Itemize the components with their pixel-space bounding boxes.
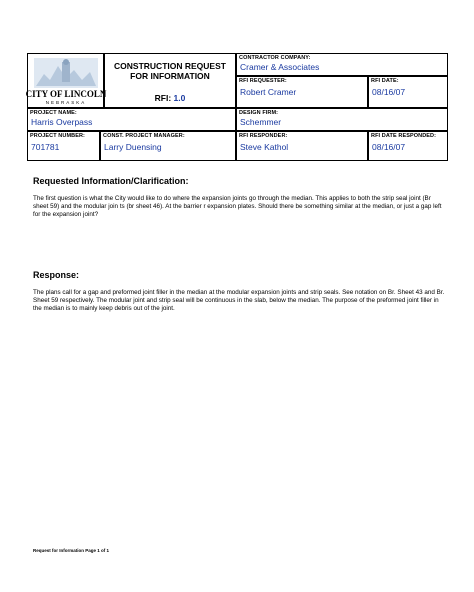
svg-text:CITY OF LINCOLN: CITY OF LINCOLN xyxy=(25,89,107,99)
svg-text:NEBRASKA: NEBRASKA xyxy=(45,100,87,105)
document-title-line2: FOR INFORMATION xyxy=(130,71,210,81)
rfi-date-label: RFI DATE: xyxy=(371,78,399,84)
const-project-manager-value: Larry Duensing xyxy=(104,142,162,152)
rfi-date-responded-value: 08/16/07 xyxy=(372,142,406,152)
contractor-company-value: Cramer & Associates xyxy=(240,62,320,72)
rfi-header-table xyxy=(27,53,448,161)
const-project-manager-cell xyxy=(100,131,236,161)
const-project-manager-label: CONST. PROJECT MANAGER: xyxy=(103,133,185,139)
rfi-date-responded-label: RFI DATE RESPONDED: xyxy=(371,133,437,139)
rfi-number-block xyxy=(105,93,235,103)
rfi-requester-cell xyxy=(236,76,368,108)
rfi-responder-cell xyxy=(236,131,368,161)
rfi-date-cell xyxy=(368,76,448,108)
rfi-date-responded-cell xyxy=(368,131,448,161)
response-heading: Response: xyxy=(33,270,80,280)
contractor-company-cell xyxy=(236,53,448,76)
rfi-responder-value: Steve Kathol xyxy=(240,142,289,152)
logo-cell xyxy=(25,53,107,108)
response-text: The plans call for a gap and preformed joint filler in the median at the modular expansion joints and strip seals. See notation on Br. Sheet 43 and Br. Sheet 59 respectively. The modular joint and strip seal will be continuous in the slab, below the median. The purpose of the preformed joint filler in the median is to mainly keep debris out of the joint. xyxy=(33,289,445,313)
request-text: The first question is what the City would like to do where the expansion joints go through the median. This applies to both the strip seal joint (Br sheet 59) and the modular join ts (br sheet 46). At the barrier r expansion plates. Should there be something similar at the median, or just a gap left for the expansion joint? xyxy=(33,195,442,219)
design-firm-cell xyxy=(236,108,448,131)
project-number-value: 701781 xyxy=(31,142,60,152)
contractor-company-label: CONTRACTOR COMPANY: xyxy=(239,55,311,61)
rfi-number: 1.0 xyxy=(173,93,186,103)
city-of-lincoln-logo xyxy=(25,56,107,106)
project-name-value: Harris Overpass xyxy=(31,117,93,127)
design-firm-label: DESIGN FIRM: xyxy=(239,110,279,116)
rfi-requester-label: RFI REQUESTER: xyxy=(239,78,287,84)
rfi-responder-label: RFI RESPONDER: xyxy=(239,133,288,139)
design-firm-value: Schemmer xyxy=(240,117,282,127)
page-footer: Request for Information Page 1 of 1 xyxy=(33,548,110,553)
rfi-date-value: 08/16/07 xyxy=(372,87,406,97)
project-number-cell xyxy=(27,131,100,161)
title-cell xyxy=(104,53,236,108)
rfi-requester-value: Robert Cramer xyxy=(240,87,297,97)
document-title-line1: CONSTRUCTION REQUEST xyxy=(114,61,226,71)
rfi-label: RFI: xyxy=(154,93,172,103)
project-number-label: PROJECT NUMBER: xyxy=(30,133,85,139)
project-name-label: PROJECT NAME: xyxy=(30,110,77,116)
request-heading: Requested Information/Clarification: xyxy=(33,176,189,186)
project-name-cell xyxy=(27,108,236,131)
